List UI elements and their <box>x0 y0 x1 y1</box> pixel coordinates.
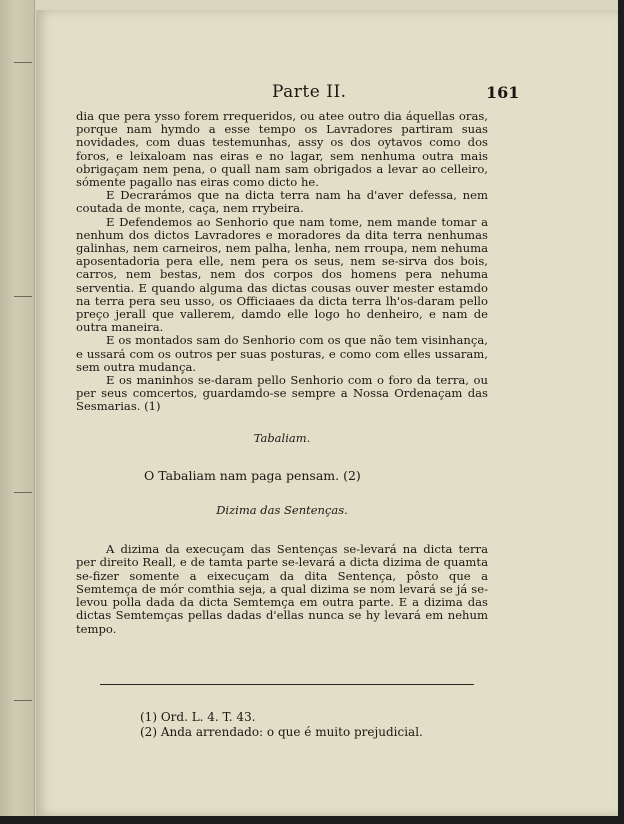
part-title: Parte II. <box>272 82 347 102</box>
footnote: (1) Ord. L. 4. T. 43. <box>140 710 256 724</box>
footnotes <box>140 710 423 740</box>
section-heading-dizima: Dizima das Sentenças. <box>216 503 348 518</box>
paragraph: E os montados sam do Senhorio com os que não tem visinhança, e ussará com os outros per suas posturas, e como com elles ussaram, sem outra mudança. <box>76 333 488 374</box>
paragraph: E os maninhos se-daram pello Senhorio com o foro da terra, ou per seus comcertos, guardamdo-se sempre a Nossa Ordenaçam das Sesmarias. (1) <box>76 373 488 414</box>
page-number: 161 <box>486 83 520 102</box>
body-text <box>76 110 488 636</box>
page-edge-mark <box>14 62 32 63</box>
footnote-divider <box>100 684 474 685</box>
running-head <box>36 82 618 104</box>
footnote: (2) Anda arrendado: o que é muito prejudicial. <box>140 725 423 739</box>
tabaliam-text: O Tabaliam nam paga pensam. (2) <box>144 467 361 483</box>
page-edge-mark <box>14 492 32 493</box>
paragraph: E Decrarámos que na dicta terra nam ha d'aver defessa, nem coutada de monte, caça, nem rrybeira. <box>76 188 488 216</box>
section-heading-tabaliam: Tabaliam. <box>253 430 311 445</box>
paragraph: E Defendemos ao Senhorio que nam tome, nem mande tomar a nenhum dos dictos Lavradores e moradores da dita terra nenhumas galinhas, nem carneiros, nem palha, lenha, nem rroupa, nem nehuma aposentadoria pera elle, nem pera os seus, nem se-sirva dos bois, carros, nem bestas, nem dos corpos dos homens pera nehuma serventia. E quando alguma das dictas cousas ouver mester estamdo na terra pera seu usso, os Officiaaes da dicta terra lh'os-daram pello preço jerall que vallerem, damdo elle logo ho denheiro, e nam de outra maneira. <box>76 214 488 335</box>
scan-border-bottom <box>0 816 624 824</box>
scan-border-right <box>618 0 624 824</box>
dizima-text: A dizima da execuçam das Sentenças se-levará na dicta terra per direito Reall, e de tamta parte se-levará a dicta dizima de quamta se-fizer somente a eixecuçam da dita Sentença, pôsto que a Semtemça de mór comthia seja, a qual dizima se nom levará se já se-levou polla dada da dicta Semtemça em outra parte. E a dizima das dictas Semtemças pellas dadas d'ellas nunca se hy levará em nehum tempo. <box>76 542 488 636</box>
page-edge-mark <box>14 296 32 297</box>
paragraph: dia que pera ysso forem rrequeridos, ou atee outro dia áquellas oras, porque nam hymdo a esse tempo os Lavradores partiram suas novidades, com duas testemunhas, assy os dos oytavos como dos foros, e leixaloam nas eiras e no lagar, sem nenhuma outra mais obrigaçam nem pena, o quall nam sam obrigados a levar ao celleiro, sómente pagallo nas eiras como dicto he. <box>76 109 488 190</box>
facing-page-edge <box>0 0 35 824</box>
page-edge-mark <box>14 700 32 701</box>
